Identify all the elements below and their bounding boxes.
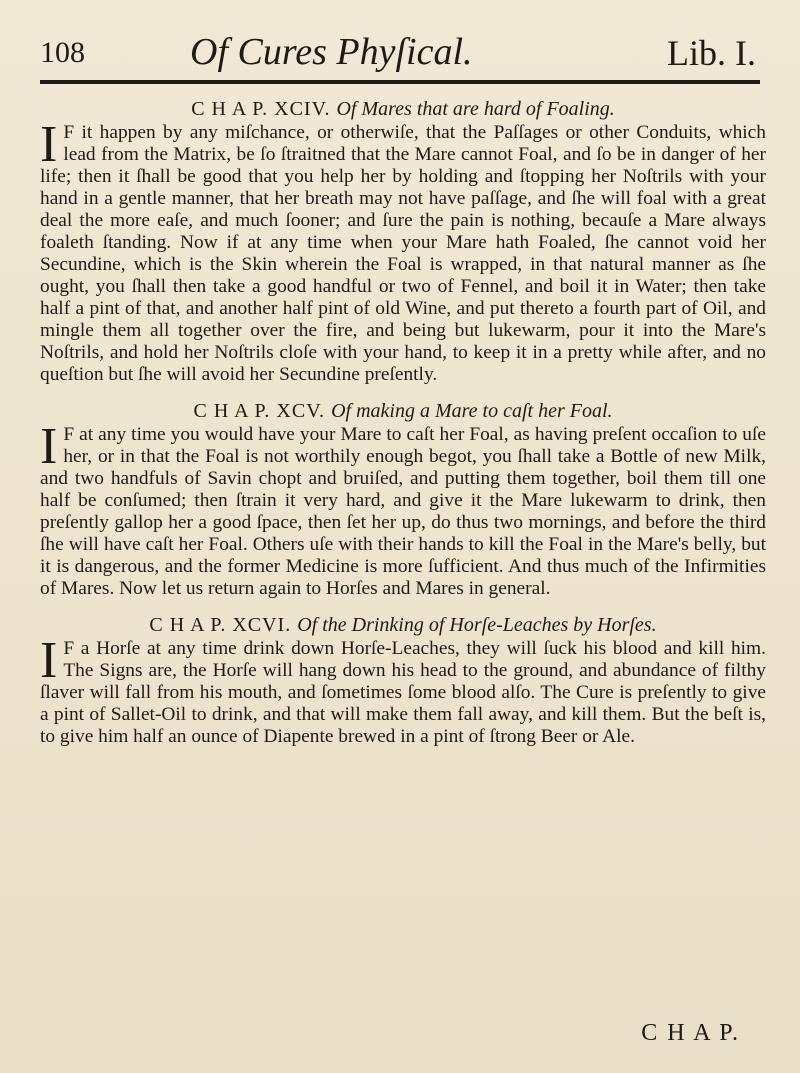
paragraph-text: F it happen by any miſchance, or otherwiſe, that the Paſſages or other Conduits, which lead from the Matrix, be ſo ſtraitned that the Mare cannot Foal, and ſo be in danger of her life; then it ſhall be good that you help her by holding and ſtopping her Noſtrils with your hand in a gentle manner, that her breath may not have paſſage, and ſhe will foal with a great deal the more eaſe, and much ſooner; and ſure the pain is nothing, becauſe a Mare always foaleth ſtanding. Now if at any time when your Mare hath Foaled, ſhe cannot void her Secundine, which is the Skin wherein the Foal is wrapped, in that natural manner as ſhe ought, you ſhall then take a good handful or two of Fennel, and boil it in Water; then take half a pint of that, and another half pint of old Wine, and put thereto a fourth part of Oil, and mingle them all together over the fire, and being but lukewarm, pour it into the Mare's Noſtrils, and hold her Noſtrils cloſe with your hand, to keep it in a pretty while after, and no queſtion but ſhe will avoid her Secundine preſently. [40, 122, 766, 385]
chapter-paragraph [40, 632, 766, 748]
chapter-paragraph [40, 418, 766, 600]
chapter-number: C H A P. XCVI. [149, 614, 292, 636]
body-text [40, 98, 766, 762]
drop-cap: I [40, 418, 58, 475]
chapter-heading [40, 614, 766, 636]
chapter-heading [40, 98, 766, 120]
chapter-94 [40, 98, 766, 386]
chapter-paragraph [40, 116, 766, 386]
chapter-96 [40, 614, 766, 748]
header-rule [40, 80, 760, 84]
page-number: 108 [40, 36, 85, 69]
drop-cap: I [40, 632, 58, 689]
chapter-number: C H A P. XCIV. [191, 98, 331, 120]
catchword: C H A P. [641, 1020, 740, 1046]
chapter-number: C H A P. XCV. [193, 400, 326, 422]
paragraph-text: F at any time you would have your Mare to caſt her Foal, as having preſent occaſion to uſe her, or in that the Foal is not worthily enough begot, you ſhall take a Bottle of new Milk, and two handfuls of Savin chopt and bruiſed, and putting them together, boil them till one half be conſumed; then ſtrain it very hard, and give it the Mare lukewarm to drink, then preſently gallop her a good ſpace, then ſet her up, do thus two mornings, and before the third ſhe will have caſt her Foal. Others uſe with their hands to kill the Foal in the Mare's belly, but it is dangerous, and the former Medicine is more ſufficient. And thus much of the Infirmities of Mares. Now let us return again to Horſes and Mares in general. [40, 424, 766, 599]
drop-cap: I [40, 116, 58, 173]
running-title: Of Cures Phyſical. [190, 31, 473, 73]
chapter-title: Of the Drinking of Horſe-Leaches by Horſes. [297, 614, 657, 636]
paragraph-text: F a Horſe at any time drink down Horſe-Leaches, they will ſuck his blood and kill him. The Signs are, the Horſe will hang down his head to the ground, and abundance of filthy ſlaver will fall from his mouth, and ſometimes ſome blood alſo. The Cure is preſently to give a pint of Sallet-Oil to drink, and that will make them fall away, and kill them. But the beſt is, to give him half an ounce of Diapente brewed in a pint of ſtrong Beer or Ale. [40, 638, 766, 747]
page-header [40, 30, 760, 78]
book-label: Lib. I. [667, 33, 756, 73]
chapter-title: Of Mares that are hard of Foaling. [336, 98, 615, 120]
chapter-title: Of making a Mare to caſt her Foal. [331, 400, 613, 422]
chapter-heading [40, 400, 766, 422]
chapter-95 [40, 400, 766, 600]
